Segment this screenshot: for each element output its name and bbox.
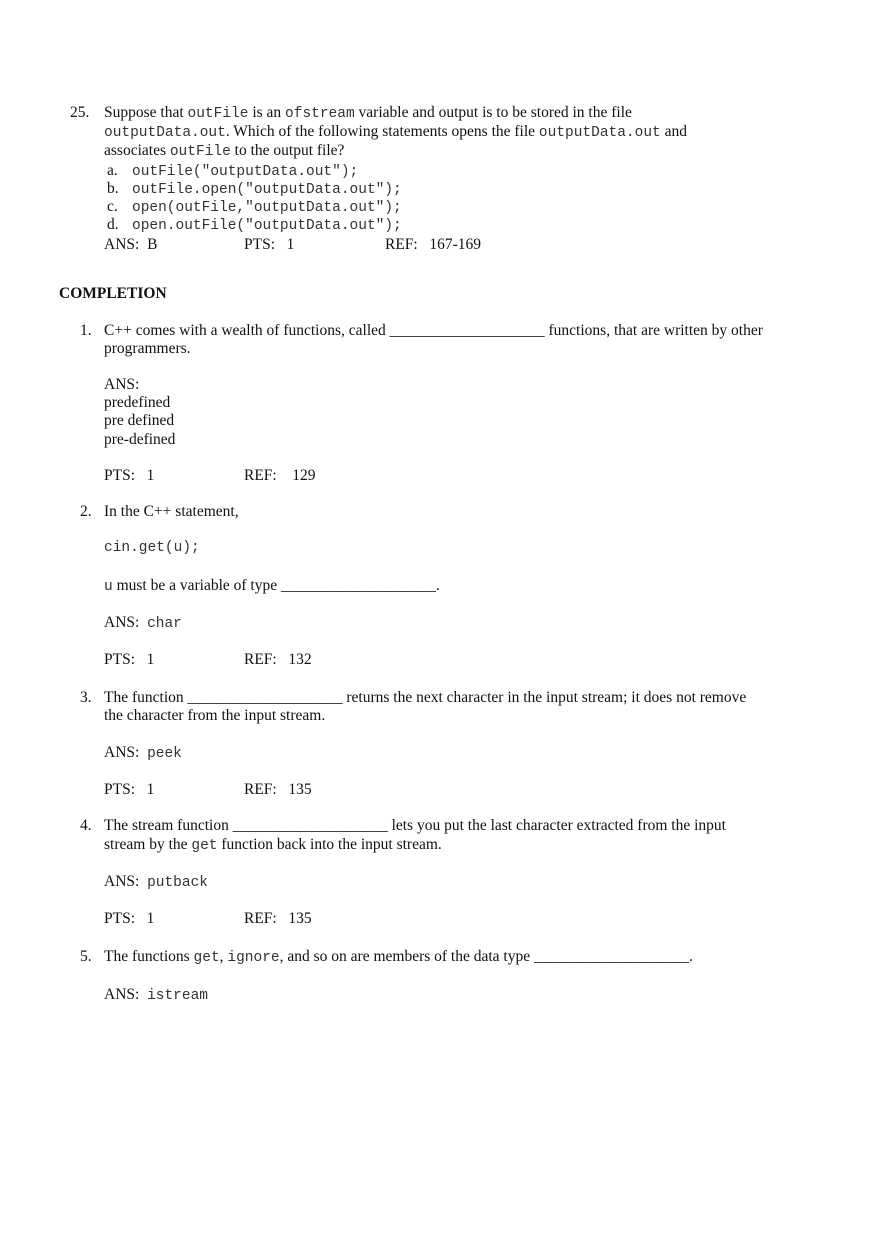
question-number: 2. bbox=[80, 503, 92, 520]
question-text: C++ comes with a wealth of functions, called ____________________ functions, that are written by other bbox=[104, 322, 763, 339]
option-b: b. outFile.open("outputData.out"); bbox=[107, 180, 402, 198]
points: PTS: 1 bbox=[244, 236, 295, 253]
answer: ANS: char bbox=[104, 614, 182, 632]
question-number: 3. bbox=[80, 689, 92, 706]
question-text: Suppose that outFile is an ofstream variable and output is to be stored in the file bbox=[104, 104, 632, 122]
question-text: The function ____________________ returns the next character in the input stream; it does not remove bbox=[104, 689, 747, 706]
code-snippet: cin.get(u); bbox=[104, 540, 200, 556]
question-text: stream by the get function back into the input stream. bbox=[104, 836, 442, 854]
points: PTS: 1 bbox=[104, 910, 155, 927]
question-text: the character from the input stream. bbox=[104, 707, 326, 724]
answer: predefined bbox=[104, 394, 171, 411]
question-text: In the C++ statement, bbox=[104, 503, 239, 520]
question-number: 25. bbox=[70, 104, 90, 121]
answer: pre defined bbox=[104, 412, 175, 429]
question-text: outputData.out. Which of the following statements opens the file outputData.out and bbox=[104, 123, 688, 141]
question-text: The functions get, ignore, and so on are members of the data type ____________________. bbox=[104, 948, 693, 966]
answer: ANS: B bbox=[104, 236, 158, 253]
question-number: 5. bbox=[80, 948, 92, 965]
answer: ANS: istream bbox=[104, 986, 208, 1004]
question-text: The stream function ____________________ lets you put the last character extracted from the input bbox=[104, 817, 726, 834]
question-number: 4. bbox=[80, 817, 92, 834]
reference: REF: 135 bbox=[244, 781, 312, 798]
points: PTS: 1 bbox=[104, 651, 155, 668]
answer-label: ANS: bbox=[104, 376, 140, 393]
points: PTS: 1 bbox=[104, 467, 155, 484]
question-text: programmers. bbox=[104, 340, 191, 357]
reference: REF: 167-169 bbox=[385, 236, 482, 253]
question-number: 1. bbox=[80, 322, 92, 339]
points: PTS: 1 bbox=[104, 781, 155, 798]
reference: REF: 132 bbox=[244, 651, 312, 668]
reference: REF: 129 bbox=[244, 467, 316, 484]
answer: ANS: peek bbox=[104, 744, 182, 762]
option-c: c. open(outFile,"outputData.out"); bbox=[107, 198, 402, 216]
question-text: associates outFile to the output file? bbox=[104, 142, 345, 160]
reference: REF: 135 bbox=[244, 910, 312, 927]
option-d: d. open.outFile("outputData.out"); bbox=[107, 216, 402, 234]
section-heading: COMPLETION bbox=[59, 285, 167, 302]
option-a: a. outFile("outputData.out"); bbox=[107, 162, 359, 180]
question-text: u must be a variable of type ____________________. bbox=[104, 577, 440, 595]
answer: pre-defined bbox=[104, 431, 176, 448]
answer: ANS: putback bbox=[104, 873, 208, 891]
